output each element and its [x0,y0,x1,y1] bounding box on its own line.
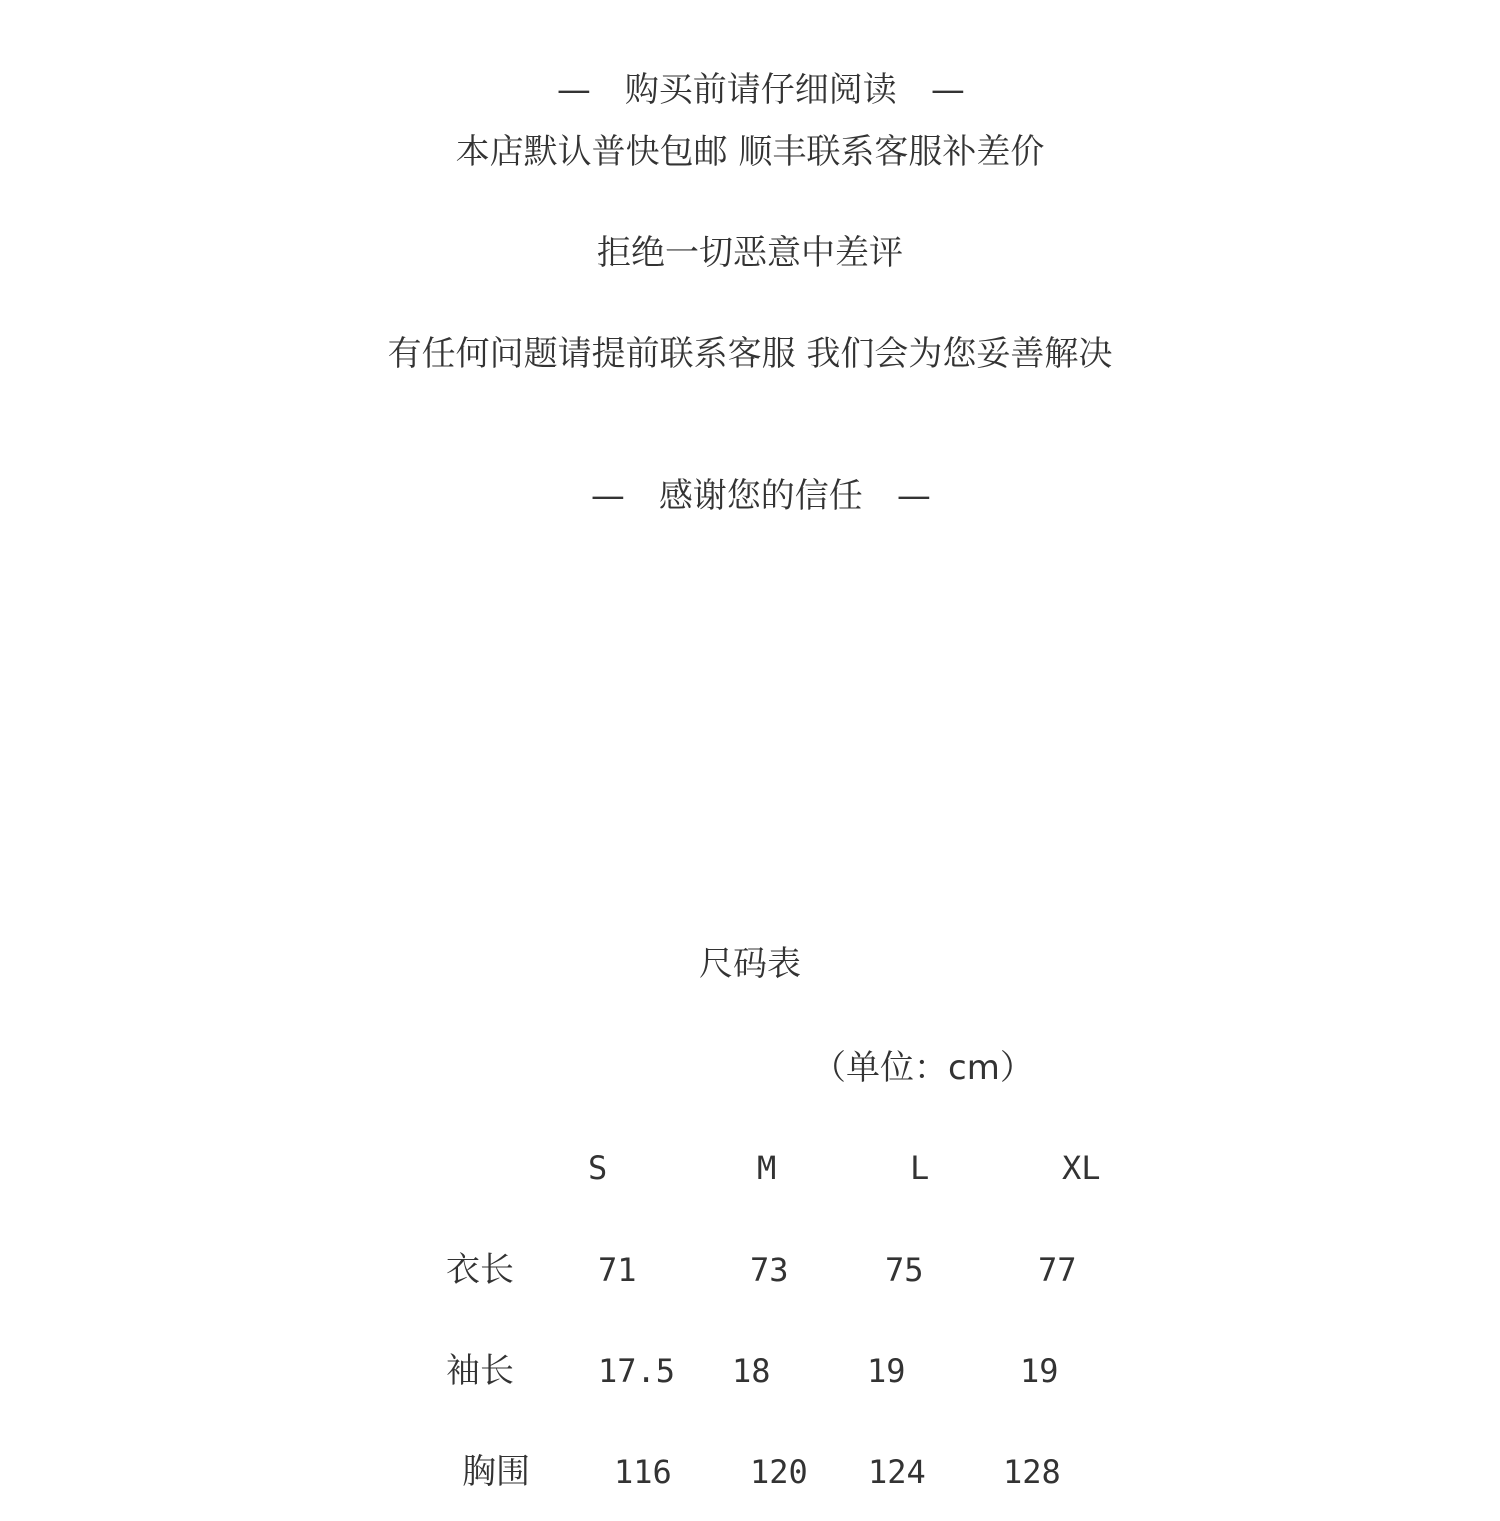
sleeve-value-m: 18 [732,1352,771,1390]
size-header-l: L [910,1149,930,1187]
length-value-s: 71 [598,1251,637,1289]
size-chart-title: 尺码表 [699,944,801,984]
row-label-sleeve: 袖长 [446,1351,514,1391]
footer-dash-left: — [590,476,625,516]
sleeve-value-l: 19 [867,1352,906,1390]
length-value-m: 73 [750,1251,789,1289]
footer-dash-right: — [896,476,931,516]
notice-heading: 购买前请仔细阅读 [624,70,897,110]
length-value-l: 75 [885,1251,924,1289]
sleeve-value-s: 17.5 [598,1352,676,1390]
size-chart-unit: （单位：cm） [812,1048,1034,1088]
sleeve-value-xl: 19 [1020,1352,1059,1390]
notice-footer: 感谢您的信任 [658,476,863,516]
heading-dash-left: — [556,70,591,110]
chest-value-s: 116 [614,1453,672,1491]
notice-contact-text: 有任何问题请提前联系客服 我们会为您妥善解决 [387,334,1113,374]
notice-review-text: 拒绝一切恶意中差评 [597,233,903,273]
chest-value-m: 120 [750,1453,808,1491]
length-value-xl: 77 [1038,1251,1077,1289]
chest-value-l: 124 [868,1453,926,1491]
size-header-m: M [757,1149,777,1187]
notice-shipping-text: 本店默认普快包邮 顺丰联系客服补差价 [455,132,1045,172]
size-header-xl: XL [1062,1149,1101,1187]
heading-dash-right: — [930,70,965,110]
row-label-chest: 胸围 [462,1452,530,1492]
row-label-length: 衣长 [446,1250,514,1290]
notice-heading-line [0,30,1500,110]
notice-footer-line [0,436,1500,516]
size-header-s: S [588,1149,608,1187]
chest-value-xl: 128 [1003,1453,1061,1491]
